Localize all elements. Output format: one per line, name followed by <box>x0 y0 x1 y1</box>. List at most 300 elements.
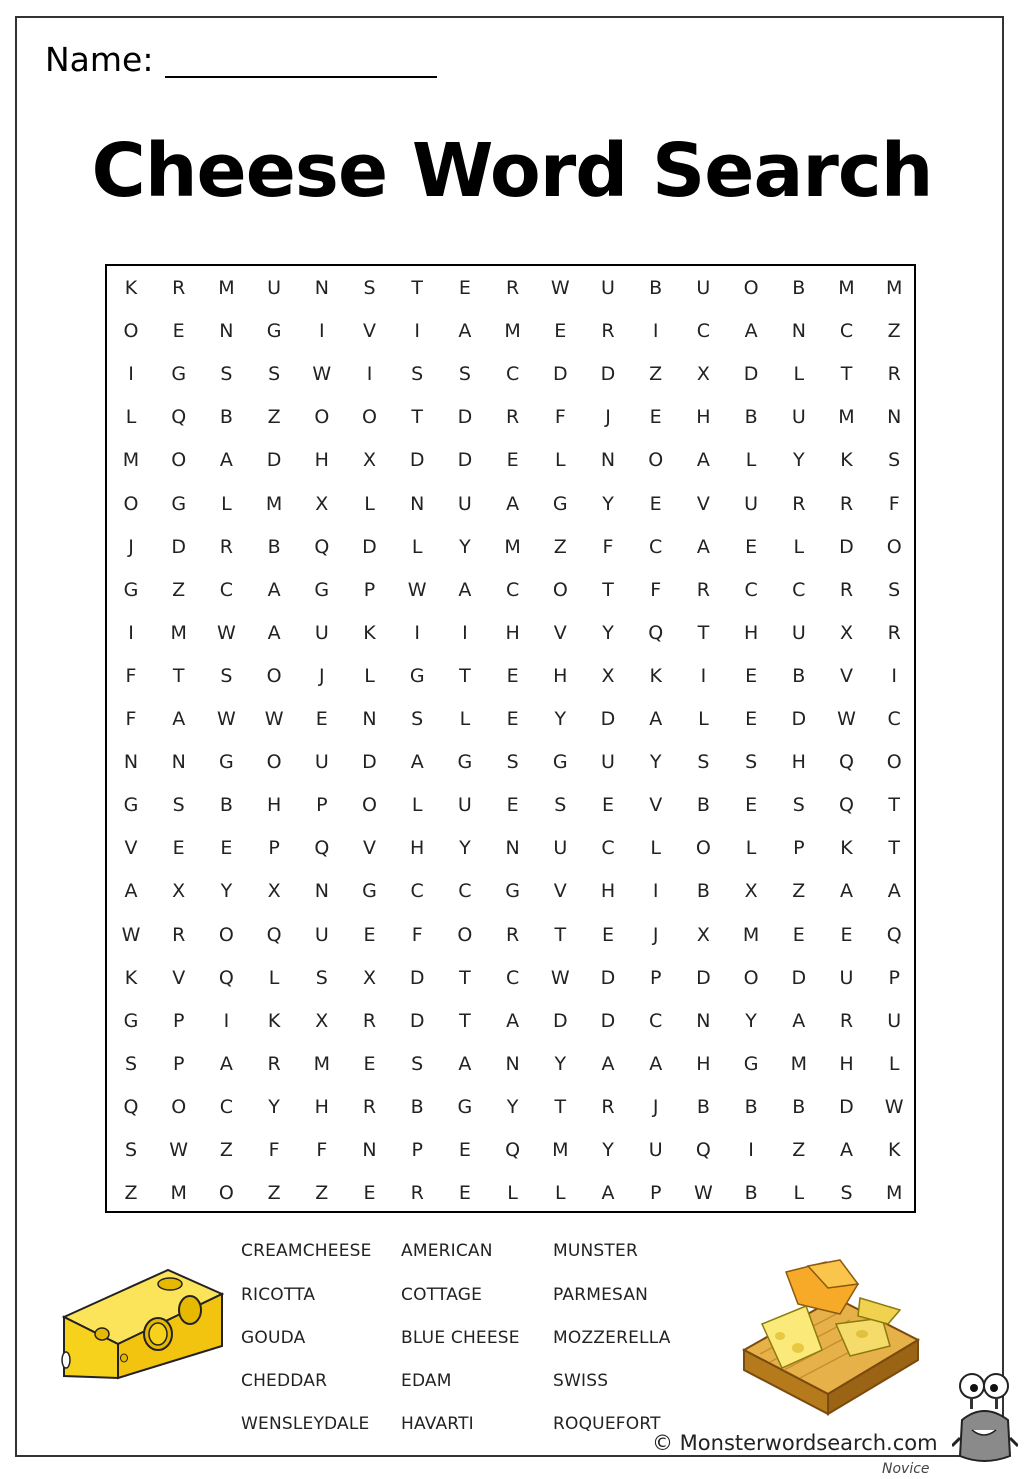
grid-letter[interactable]: G <box>552 751 568 774</box>
grid-letter[interactable]: M <box>265 492 283 515</box>
grid-letter[interactable]: P <box>172 1052 185 1075</box>
grid-letter[interactable]: S <box>840 1182 853 1205</box>
grid-letter[interactable]: S <box>315 966 328 989</box>
grid-letter[interactable]: M <box>504 320 521 343</box>
grid-letter[interactable]: L <box>698 708 709 730</box>
grid-letter[interactable]: T <box>840 363 853 386</box>
grid-letter[interactable]: M <box>885 277 903 299</box>
grid-letter[interactable]: W <box>693 1182 713 1205</box>
grid-letter[interactable]: D <box>839 1095 854 1118</box>
grid-letter[interactable]: W <box>407 578 427 601</box>
grid-letter[interactable]: O <box>171 449 187 472</box>
grid-letter[interactable]: R <box>887 621 901 644</box>
grid-letter[interactable]: K <box>267 1009 281 1032</box>
grid-letter[interactable]: U <box>457 794 472 817</box>
grid-letter[interactable]: L <box>793 1182 805 1205</box>
grid-letter[interactable]: I <box>891 664 897 687</box>
grid-letter[interactable]: U <box>314 751 329 774</box>
grid-letter[interactable]: B <box>219 794 233 817</box>
grid-letter[interactable]: G <box>219 751 234 774</box>
grid-letter[interactable]: U <box>457 492 472 515</box>
grid-letter[interactable]: D <box>600 1009 616 1032</box>
grid-letter[interactable]: U <box>839 966 854 989</box>
grid-letter[interactable]: Y <box>602 621 614 644</box>
grid-letter[interactable]: S <box>172 794 185 817</box>
grid-letter[interactable]: A <box>601 1052 615 1075</box>
grid-letter[interactable]: R <box>505 277 520 299</box>
grid-letter[interactable]: B <box>792 664 806 687</box>
grid-letter[interactable]: M <box>313 1052 330 1075</box>
grid-letter[interactable]: C <box>887 708 901 730</box>
grid-letter[interactable]: C <box>649 1009 663 1032</box>
grid-letter[interactable]: Y <box>268 1095 280 1118</box>
grid-letter[interactable]: R <box>839 578 854 601</box>
grid-letter[interactable]: W <box>884 1095 904 1118</box>
grid-letter[interactable]: T <box>554 1095 567 1118</box>
grid-letter[interactable]: Z <box>792 1139 806 1161</box>
grid-letter[interactable]: B <box>649 277 663 299</box>
grid-letter[interactable]: B <box>744 1182 758 1205</box>
grid-letter[interactable]: M <box>552 1139 569 1161</box>
grid-letter[interactable]: V <box>649 794 663 817</box>
grid-letter[interactable]: Y <box>554 1052 567 1075</box>
grid-letter[interactable]: D <box>743 363 759 386</box>
grid-letter[interactable]: V <box>363 837 376 860</box>
grid-letter[interactable]: S <box>220 664 233 687</box>
grid-letter[interactable]: L <box>411 794 423 817</box>
grid-letter[interactable]: R <box>362 1009 377 1032</box>
grid-letter[interactable]: R <box>219 535 233 558</box>
grid-letter[interactable]: Q <box>218 966 234 989</box>
grid-letter[interactable]: E <box>506 664 519 687</box>
grid-letter[interactable]: Y <box>602 1139 614 1161</box>
grid-letter[interactable]: M <box>504 535 521 558</box>
grid-letter[interactable]: B <box>267 535 281 558</box>
grid-letter[interactable]: V <box>840 664 853 687</box>
grid-letter[interactable]: W <box>550 277 570 299</box>
grid-letter[interactable]: I <box>700 664 707 687</box>
grid-letter[interactable]: I <box>748 1139 754 1161</box>
grid-letter[interactable]: G <box>171 363 187 386</box>
grid-letter[interactable]: A <box>840 1139 853 1161</box>
grid-letter[interactable]: B <box>792 1095 806 1118</box>
grid-letter[interactable]: W <box>216 621 236 644</box>
grid-letter[interactable]: S <box>411 1052 424 1075</box>
grid-letter[interactable]: H <box>839 1052 854 1075</box>
grid-letter[interactable]: O <box>218 923 234 946</box>
grid-letter[interactable]: K <box>840 449 853 472</box>
grid-letter[interactable]: X <box>315 1009 329 1032</box>
grid-letter[interactable]: O <box>648 449 664 472</box>
grid-letter[interactable]: G <box>552 492 568 515</box>
grid-letter[interactable]: Y <box>792 449 805 472</box>
grid-letter[interactable]: R <box>172 923 186 946</box>
grid-letter[interactable]: U <box>791 621 806 644</box>
grid-letter[interactable]: R <box>505 406 520 429</box>
grid-letter[interactable]: E <box>458 1182 471 1205</box>
grid-letter[interactable]: C <box>696 320 711 343</box>
grid-letter[interactable]: L <box>793 535 805 558</box>
grid-letter[interactable]: A <box>458 578 472 601</box>
grid-letter[interactable]: D <box>362 535 377 558</box>
grid-letter[interactable]: G <box>266 320 282 343</box>
grid-letter[interactable]: O <box>171 1095 187 1118</box>
grid-letter[interactable]: A <box>410 751 424 774</box>
grid-letter[interactable]: Z <box>887 320 901 343</box>
grid-letter[interactable]: B <box>696 1095 710 1118</box>
grid-letter[interactable]: R <box>839 492 854 515</box>
grid-letter[interactable]: A <box>696 535 710 558</box>
grid-letter[interactable]: W <box>312 363 332 386</box>
grid-letter[interactable]: Y <box>602 492 614 515</box>
grid-letter[interactable]: Q <box>314 837 330 860</box>
grid-letter[interactable]: H <box>791 751 806 774</box>
grid-letter[interactable]: D <box>457 449 473 472</box>
grid-letter[interactable]: B <box>792 277 806 299</box>
grid-letter[interactable]: R <box>505 923 520 946</box>
grid-letter[interactable]: U <box>887 1009 902 1032</box>
grid-letter[interactable]: Y <box>745 1009 757 1032</box>
grid-letter[interactable]: D <box>839 535 854 558</box>
grid-letter[interactable]: Q <box>839 751 854 774</box>
grid-letter[interactable]: O <box>362 794 377 817</box>
grid-letter[interactable]: B <box>744 406 758 429</box>
grid-letter[interactable]: M <box>122 449 140 472</box>
grid-letter[interactable]: I <box>318 320 325 343</box>
grid-letter[interactable]: D <box>552 363 568 386</box>
grid-letter[interactable]: X <box>839 621 854 644</box>
grid-letter[interactable]: F <box>316 1139 328 1161</box>
grid-letter[interactable]: D <box>457 406 473 429</box>
grid-letter[interactable]: G <box>505 880 520 903</box>
grid-letter[interactable]: T <box>172 664 185 687</box>
grid-letter[interactable]: R <box>792 492 806 515</box>
grid-letter[interactable]: T <box>459 1009 471 1032</box>
grid-letter[interactable]: D <box>362 751 377 774</box>
grid-letter[interactable]: A <box>840 880 853 903</box>
grid-letter[interactable]: E <box>601 923 614 946</box>
grid-letter[interactable]: U <box>553 837 568 860</box>
grid-letter[interactable]: U <box>314 621 329 644</box>
grid-letter[interactable]: V <box>172 966 186 989</box>
grid-letter[interactable]: S <box>124 1139 138 1161</box>
grid-letter[interactable]: E <box>745 794 758 817</box>
grid-letter[interactable]: F <box>602 535 614 558</box>
grid-letter[interactable]: S <box>745 751 758 774</box>
grid-letter[interactable]: G <box>457 751 473 774</box>
grid-letter[interactable]: S <box>458 363 471 386</box>
grid-letter[interactable]: A <box>267 578 281 601</box>
grid-letter[interactable]: E <box>220 837 233 860</box>
grid-letter[interactable]: H <box>553 664 568 687</box>
grid-letter[interactable]: F <box>554 406 566 429</box>
grid-letter[interactable]: Y <box>459 837 471 860</box>
grid-letter[interactable]: A <box>696 449 710 472</box>
grid-letter[interactable]: Z <box>124 1182 138 1205</box>
grid-letter[interactable]: D <box>409 966 425 989</box>
grid-letter[interactable]: B <box>696 794 710 817</box>
grid-letter[interactable]: E <box>458 277 471 299</box>
grid-letter[interactable]: L <box>364 664 375 687</box>
grid-letter[interactable]: E <box>649 492 662 515</box>
grid-letter[interactable]: N <box>314 277 329 299</box>
grid-letter[interactable]: A <box>219 449 233 472</box>
grid-letter[interactable]: D <box>409 1009 425 1032</box>
grid-letter[interactable]: M <box>885 1182 903 1205</box>
grid-letter[interactable]: A <box>792 1009 806 1032</box>
grid-letter[interactable]: Y <box>459 535 471 558</box>
grid-letter[interactable]: F <box>411 923 423 946</box>
grid-letter[interactable]: H <box>696 1052 711 1075</box>
grid-letter[interactable]: D <box>696 966 711 989</box>
grid-letter[interactable]: U <box>744 492 759 515</box>
grid-letter[interactable]: M <box>742 923 760 946</box>
grid-letter[interactable]: Q <box>839 794 854 817</box>
grid-letter[interactable]: B <box>410 1095 424 1118</box>
grid-letter[interactable]: O <box>266 751 282 774</box>
grid-letter[interactable]: M <box>170 1182 187 1205</box>
grid-letter[interactable]: P <box>793 837 805 860</box>
grid-letter[interactable]: Z <box>219 1139 233 1161</box>
grid-letter[interactable]: O <box>886 751 902 774</box>
grid-letter[interactable]: S <box>506 751 519 774</box>
grid-letter[interactable]: E <box>172 320 185 343</box>
grid-letter[interactable]: E <box>745 708 758 730</box>
grid-letter[interactable]: C <box>219 578 234 601</box>
grid-letter[interactable]: M <box>170 621 187 644</box>
grid-letter[interactable]: E <box>506 449 519 472</box>
grid-letter[interactable]: C <box>744 578 758 601</box>
grid-letter[interactable]: P <box>888 966 900 989</box>
grid-letter[interactable]: Y <box>554 708 567 730</box>
grid-letter[interactable]: E <box>506 708 519 730</box>
grid-letter[interactable]: O <box>123 492 139 515</box>
grid-letter[interactable]: R <box>601 1095 615 1118</box>
grid-letter[interactable]: V <box>363 320 376 343</box>
grid-letter[interactable]: F <box>268 1139 280 1161</box>
grid-letter[interactable]: E <box>745 535 758 558</box>
grid-letter[interactable]: P <box>411 1139 423 1161</box>
grid-letter[interactable]: G <box>409 664 425 687</box>
grid-letter[interactable]: L <box>268 966 280 989</box>
grid-letter[interactable]: R <box>696 578 710 601</box>
grid-letter[interactable]: N <box>362 708 377 730</box>
grid-letter[interactable]: X <box>744 880 758 903</box>
grid-letter[interactable]: P <box>172 1009 185 1032</box>
grid-letter[interactable]: G <box>123 794 139 817</box>
grid-letter[interactable]: N <box>219 320 234 343</box>
grid-letter[interactable]: L <box>364 492 375 515</box>
grid-letter[interactable]: A <box>649 1052 663 1075</box>
grid-letter[interactable]: K <box>124 277 138 299</box>
grid-letter[interactable]: A <box>506 1009 520 1032</box>
grid-letter[interactable]: U <box>696 277 711 299</box>
grid-letter[interactable]: O <box>123 320 139 343</box>
grid-letter[interactable]: C <box>505 578 520 601</box>
grid-letter[interactable]: Y <box>220 880 233 903</box>
grid-letter[interactable]: N <box>887 406 902 429</box>
grid-letter[interactable]: Z <box>792 880 806 903</box>
grid-letter[interactable]: O <box>552 578 568 601</box>
grid-letter[interactable]: C <box>792 578 806 601</box>
grid-letter[interactable]: C <box>839 320 854 343</box>
grid-letter[interactable]: W <box>216 708 236 730</box>
grid-letter[interactable]: I <box>128 621 134 644</box>
grid-letter[interactable]: W <box>550 966 570 989</box>
grid-letter[interactable]: K <box>649 664 662 687</box>
grid-letter[interactable]: T <box>888 837 900 860</box>
grid-letter[interactable]: A <box>458 320 472 343</box>
grid-letter[interactable]: R <box>267 1052 281 1075</box>
grid-letter[interactable]: S <box>124 1052 138 1075</box>
grid-letter[interactable]: P <box>363 578 376 601</box>
grid-letter[interactable]: R <box>410 1182 424 1205</box>
grid-letter[interactable]: N <box>505 1052 520 1075</box>
grid-letter[interactable]: S <box>888 578 901 601</box>
grid-letter[interactable]: D <box>600 363 616 386</box>
grid-letter[interactable]: M <box>838 406 855 429</box>
grid-letter[interactable]: C <box>410 880 424 903</box>
grid-letter[interactable]: O <box>695 837 711 860</box>
grid-letter[interactable]: D <box>266 449 282 472</box>
grid-letter[interactable]: D <box>791 708 807 730</box>
grid-letter[interactable]: X <box>362 449 377 472</box>
grid-letter[interactable]: I <box>128 363 134 386</box>
grid-letter[interactable]: Q <box>505 1139 521 1161</box>
grid-letter[interactable]: Z <box>267 1182 281 1205</box>
grid-letter[interactable]: W <box>121 923 141 946</box>
grid-letter[interactable]: L <box>793 363 805 386</box>
grid-letter[interactable]: I <box>652 320 659 343</box>
grid-letter[interactable]: C <box>219 1095 234 1118</box>
grid-letter[interactable]: T <box>888 794 900 817</box>
grid-letter[interactable]: X <box>172 880 186 903</box>
grid-letter[interactable]: H <box>266 794 282 817</box>
grid-letter[interactable]: E <box>792 923 805 946</box>
grid-letter[interactable]: U <box>314 923 329 946</box>
grid-letter[interactable]: I <box>414 621 420 644</box>
grid-letter[interactable]: X <box>267 880 281 903</box>
grid-letter[interactable]: W <box>264 708 284 730</box>
grid-letter[interactable]: S <box>268 363 281 386</box>
grid-letter[interactable]: A <box>744 320 758 343</box>
grid-letter[interactable]: O <box>886 535 902 558</box>
grid-letter[interactable]: G <box>123 578 139 601</box>
grid-letter[interactable]: V <box>124 837 138 860</box>
grid-letter[interactable]: H <box>314 449 329 472</box>
grid-letter[interactable]: C <box>649 535 663 558</box>
grid-letter[interactable]: G <box>123 1009 139 1032</box>
grid-letter[interactable]: L <box>555 449 566 472</box>
grid-letter[interactable]: R <box>172 277 186 299</box>
grid-letter[interactable]: R <box>887 363 901 386</box>
grid-letter[interactable]: L <box>745 837 757 860</box>
grid-letter[interactable]: I <box>652 880 659 903</box>
grid-letter[interactable]: P <box>268 837 280 860</box>
grid-letter[interactable]: A <box>267 621 281 644</box>
grid-letter[interactable]: H <box>410 837 425 860</box>
grid-letter[interactable]: Z <box>172 578 186 601</box>
grid-letter[interactable]: E <box>458 1139 471 1161</box>
grid-letter[interactable]: R <box>839 1009 854 1032</box>
grid-letter[interactable]: B <box>744 1095 758 1118</box>
grid-letter[interactable]: L <box>507 1182 518 1205</box>
grid-letter[interactable]: A <box>601 1182 615 1205</box>
grid-letter[interactable]: N <box>314 880 329 903</box>
grid-letter[interactable]: T <box>411 277 423 299</box>
grid-letter[interactable]: Y <box>506 1095 519 1118</box>
grid-letter[interactable]: Z <box>315 1182 329 1205</box>
grid-letter[interactable]: A <box>172 708 186 730</box>
grid-letter[interactable]: E <box>363 1052 376 1075</box>
grid-letter[interactable]: Q <box>886 923 902 946</box>
grid-letter[interactable]: Z <box>649 363 663 386</box>
grid-letter[interactable]: B <box>696 880 710 903</box>
grid-letter[interactable]: S <box>411 708 424 730</box>
grid-letter[interactable]: D <box>409 449 425 472</box>
grid-letter[interactable]: L <box>459 708 471 730</box>
grid-letter[interactable]: P <box>649 966 662 989</box>
grid-letter[interactable]: O <box>743 966 759 989</box>
grid-letter[interactable]: N <box>600 449 616 472</box>
grid-letter[interactable]: N <box>410 492 425 515</box>
grid-letter[interactable]: A <box>649 708 663 730</box>
grid-letter[interactable]: E <box>649 406 662 429</box>
grid-letter[interactable]: U <box>267 277 282 299</box>
grid-letter[interactable]: O <box>743 277 759 299</box>
grid-letter[interactable]: E <box>506 794 519 817</box>
grid-letter[interactable]: X <box>362 966 377 989</box>
grid-letter[interactable]: A <box>124 880 138 903</box>
grid-letter[interactable]: Q <box>648 621 664 644</box>
grid-letter[interactable]: G <box>457 1095 473 1118</box>
grid-letter[interactable]: N <box>171 751 186 774</box>
grid-letter[interactable]: W <box>837 708 856 730</box>
grid-letter[interactable]: J <box>605 406 611 429</box>
grid-letter[interactable]: L <box>555 1182 566 1205</box>
grid-letter[interactable]: U <box>791 406 806 429</box>
grid-letter[interactable]: P <box>316 794 328 817</box>
grid-letter[interactable]: K <box>887 1139 901 1161</box>
grid-letter[interactable]: I <box>462 621 468 644</box>
grid-letter[interactable]: C <box>601 837 615 860</box>
grid-letter[interactable]: D <box>600 708 616 730</box>
grid-letter[interactable]: A <box>887 880 901 903</box>
grid-letter[interactable]: J <box>128 535 134 558</box>
grid-letter[interactable]: O <box>362 406 377 429</box>
grid-letter[interactable]: E <box>363 1182 376 1205</box>
grid-letter[interactable]: R <box>601 320 615 343</box>
grid-letter[interactable]: N <box>791 320 806 343</box>
grid-letter[interactable]: D <box>552 1009 568 1032</box>
grid-letter[interactable]: E <box>554 320 567 343</box>
grid-letter[interactable]: F <box>650 578 662 601</box>
grid-letter[interactable]: O <box>314 406 330 429</box>
grid-letter[interactable]: K <box>363 621 376 644</box>
grid-letter[interactable]: P <box>649 1182 662 1205</box>
grid-letter[interactable]: H <box>696 406 711 429</box>
grid-letter[interactable]: E <box>363 923 376 946</box>
grid-letter[interactable]: T <box>697 621 710 644</box>
grid-letter[interactable]: Q <box>314 535 330 558</box>
grid-letter[interactable]: D <box>600 966 616 989</box>
grid-letter[interactable]: T <box>554 923 567 946</box>
grid-letter[interactable]: S <box>411 363 424 386</box>
grid-letter[interactable]: N <box>505 837 520 860</box>
grid-letter[interactable]: L <box>411 535 423 558</box>
grid-letter[interactable]: N <box>696 1009 711 1032</box>
grid-letter[interactable]: D <box>171 535 186 558</box>
